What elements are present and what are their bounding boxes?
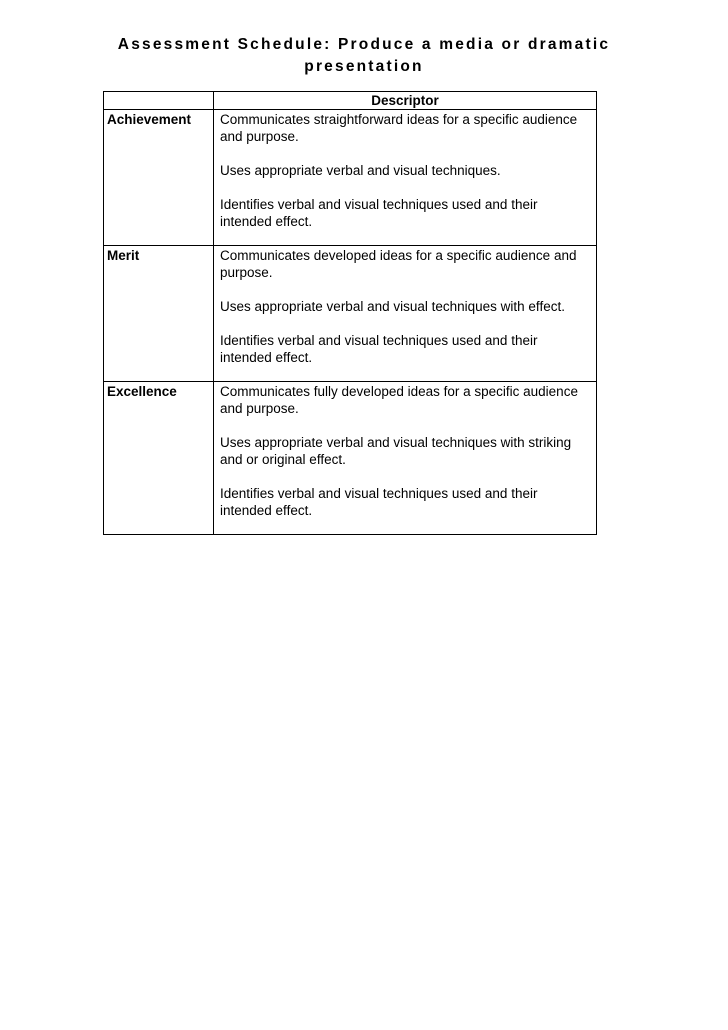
level-column-header xyxy=(104,92,214,110)
table-row-achievement xyxy=(104,110,597,246)
descriptor-text: Communicates fully developed ideas for a specific audience and purpose. xyxy=(220,384,578,416)
descriptor-text: Identifies verbal and visual techniques used and their intended effect. xyxy=(220,486,538,518)
table-row-excellence xyxy=(104,382,597,535)
level-label: Achievement xyxy=(104,110,214,246)
descriptor-text: Uses appropriate verbal and visual techniques with effect. xyxy=(220,299,565,314)
table-row-merit xyxy=(104,246,597,382)
page-title: Assessment Schedule: Produce a media or dramatic presentation xyxy=(117,36,611,75)
descriptor-text: Identifies verbal and visual techniques used and their intended effect. xyxy=(220,197,538,229)
descriptor-column-header: Descriptor xyxy=(214,92,597,110)
descriptor-cell xyxy=(214,246,597,382)
table-header-row xyxy=(104,92,597,110)
descriptor-cell xyxy=(214,382,597,535)
assessment-schedule-table xyxy=(103,91,597,535)
level-label: Excellence xyxy=(104,382,214,535)
descriptor-text: Identifies verbal and visual techniques used and their intended effect. xyxy=(220,333,538,365)
level-label: Merit xyxy=(104,246,214,382)
descriptor-text: Communicates developed ideas for a specific audience and purpose. xyxy=(220,248,577,280)
descriptor-text: Uses appropriate verbal and visual techniques with striking and or original effect. xyxy=(220,435,572,467)
descriptor-text: Communicates straightforward ideas for a specific audience and purpose. xyxy=(220,112,578,144)
descriptor-text: Uses appropriate verbal and visual techniques. xyxy=(220,163,501,178)
descriptor-cell xyxy=(214,110,597,246)
